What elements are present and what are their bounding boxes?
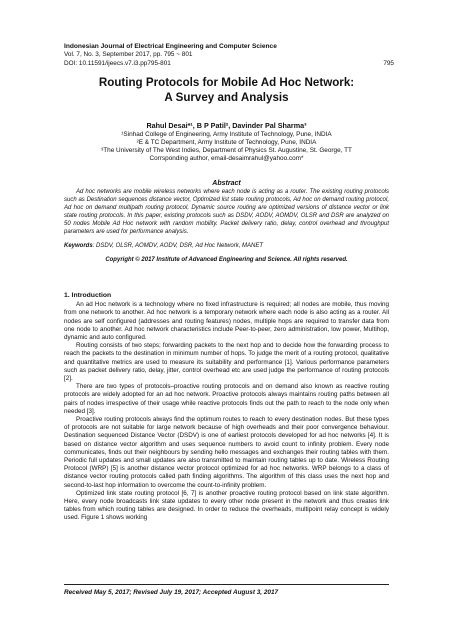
copyright-notice: Copyright © 2017 Institute of Advanced Engineering and Science. All rights reserved.: [105, 257, 348, 263]
received-dates: Received May 5, 2017; Revised July 19, 2017; Accepted August 3, 2017: [64, 589, 279, 596]
volume-info: Vol. 7, No. 3, September 2017, pp. 795 ~ 801: [64, 51, 193, 59]
abstract-section: [64, 180, 389, 264]
intro-heading: 1. Introduction: [64, 292, 112, 299]
introduction-section: [64, 292, 389, 523]
keywords-label: Keywords: [64, 243, 93, 249]
author-names: Rahul Desai*¹, B P Patil², Davinder Pal Sharma³: [146, 121, 307, 130]
intro-paragraph-5: Optimized link state routing protocol [6, 7] is another proactive routing protocol based on link state algorithm. Here, every node broadcasts link state updates to every other node present in the network and thus creates link tables from which routing tables are designed. In order to reduce the overheads, multipoint relay concept is widely used. Figure 1 shows working: [64, 489, 389, 522]
abstract-text: Ad hoc networks are mobile wireless networks where each node is acting as a router. The existing routing protocols such as Destination sequences distance vector, Optimized list state routing protocols, Ad hoc on demand routing protocol, Ad hoc on demand multipath routing protocol, Dynamic source routing are optimized versions of distance vector or link state routing protocols. In this paper, existing protocols such as DSDV, AODV, AOMDV, OLSR and DSR are analyzed on 50 nodes Mobile Ad Hoc network with random mobility. Packet delivery ratio, delay, control overhead and throughput parameters are used for performance analysis.: [64, 189, 389, 235]
affiliation-3: ³The University of The West Indies, Department of Physics St. Augustine, St. George, TT: [101, 147, 352, 154]
abstract-heading: Abstract: [212, 180, 241, 187]
footer-divider: [64, 584, 389, 585]
doi: DOI: 10.11591/ijeecs.v7.i3.pp795-801: [64, 59, 171, 67]
intro-paragraph-4: Proactive routing protocols always find the optimum routes to reach to every destination nodes. But these types of protocols are not suitable for large network because of high overheads and their poor convergence behaviour. Destination sequenced Distance Vector (DSDV) is one of earliest protocols developed for ad hoc networks [4]. It is based on distance vector algorithm and uses sequence numbers to avoid count to infinity problem. Every node communicates, finds out their neighbours by sending hello messages and exchanges their routing tables with them. Periodic full updates and small updates are also transmitted to maintain routing tables up to date. Wireless Routing Protocol (WRP) [5] is another distance vector protocol optimized for ad hoc networks. WRP belongs to a class of distance vector routing protocols called path finding algorithms. The algorithm of this class uses the next hop and second-to-last hop information to overcome the count-to-infinity problem.: [64, 416, 389, 489]
intro-paragraph-2: Routing consists of two steps; forwarding packets to the next hop and to decide how the forwarding process to reach the packets to the destination in minimum number of hops. To judge the merit of a routing protocol, qualitative and quantitative metrics are used to measure its suitability and performance [1]. Various performance parameters such as packet delivery ratio, delay, jitter, control overhead etc are used judge the performance of routing protocols [2].: [64, 342, 389, 383]
keywords-list: : DSDV, OLSR, AOMDV, AODV, DSR, Ad Hoc Network, MANET: [92, 243, 264, 249]
intro-paragraph-1: An ad Hoc network is a technology where no fixed infrastructure is required; all nodes are mobile, thus moving from one network to another. Ad hoc network is a temporary network where each node is also acting as a router. All nodes are self configured (addresses and routing features) nodes, multiple hops are required to transfer data from one node to another. Ad hoc network characteristics include Peer-to-peer, zero administration, low power, Multihop, dynamic and auto configured.: [64, 301, 389, 342]
affiliation-2: ²E & TC Department, Army Institute of Technology, Pune, INDIA: [136, 139, 317, 146]
intro-paragraph-3: There are two types of protocols–proactive routing protocols and on demand also known as reactive routing protocols are widely adopted for an ad hoc network. Proactive protocols always maintains routing paths between all pairs of nodes irrespective of their usage while reactive protocols finds out the path to reach to the node only when needed [3].: [64, 383, 389, 415]
affiliation-1: ¹Sinhad College of Engineering, Army Institute of Technology, Pune, INDIA: [121, 131, 332, 138]
keywords: [64, 242, 389, 250]
doi-row: [64, 60, 394, 68]
title-line-1: Routing Protocols for Mobile Ad Hoc Network:: [98, 76, 355, 89]
title-line-2: A Survey and Analysis: [164, 90, 289, 104]
author-block: [64, 122, 389, 163]
journal-name: Indonesian Journal of Electrical Engineering and Computer Science: [64, 43, 277, 50]
page-number: 795: [383, 59, 394, 67]
corresponding-email: Corrsponding author, email-desaimrahul@yahoo.com*: [149, 155, 304, 162]
paper-title: [64, 76, 389, 105]
journal-header: [64, 43, 394, 68]
